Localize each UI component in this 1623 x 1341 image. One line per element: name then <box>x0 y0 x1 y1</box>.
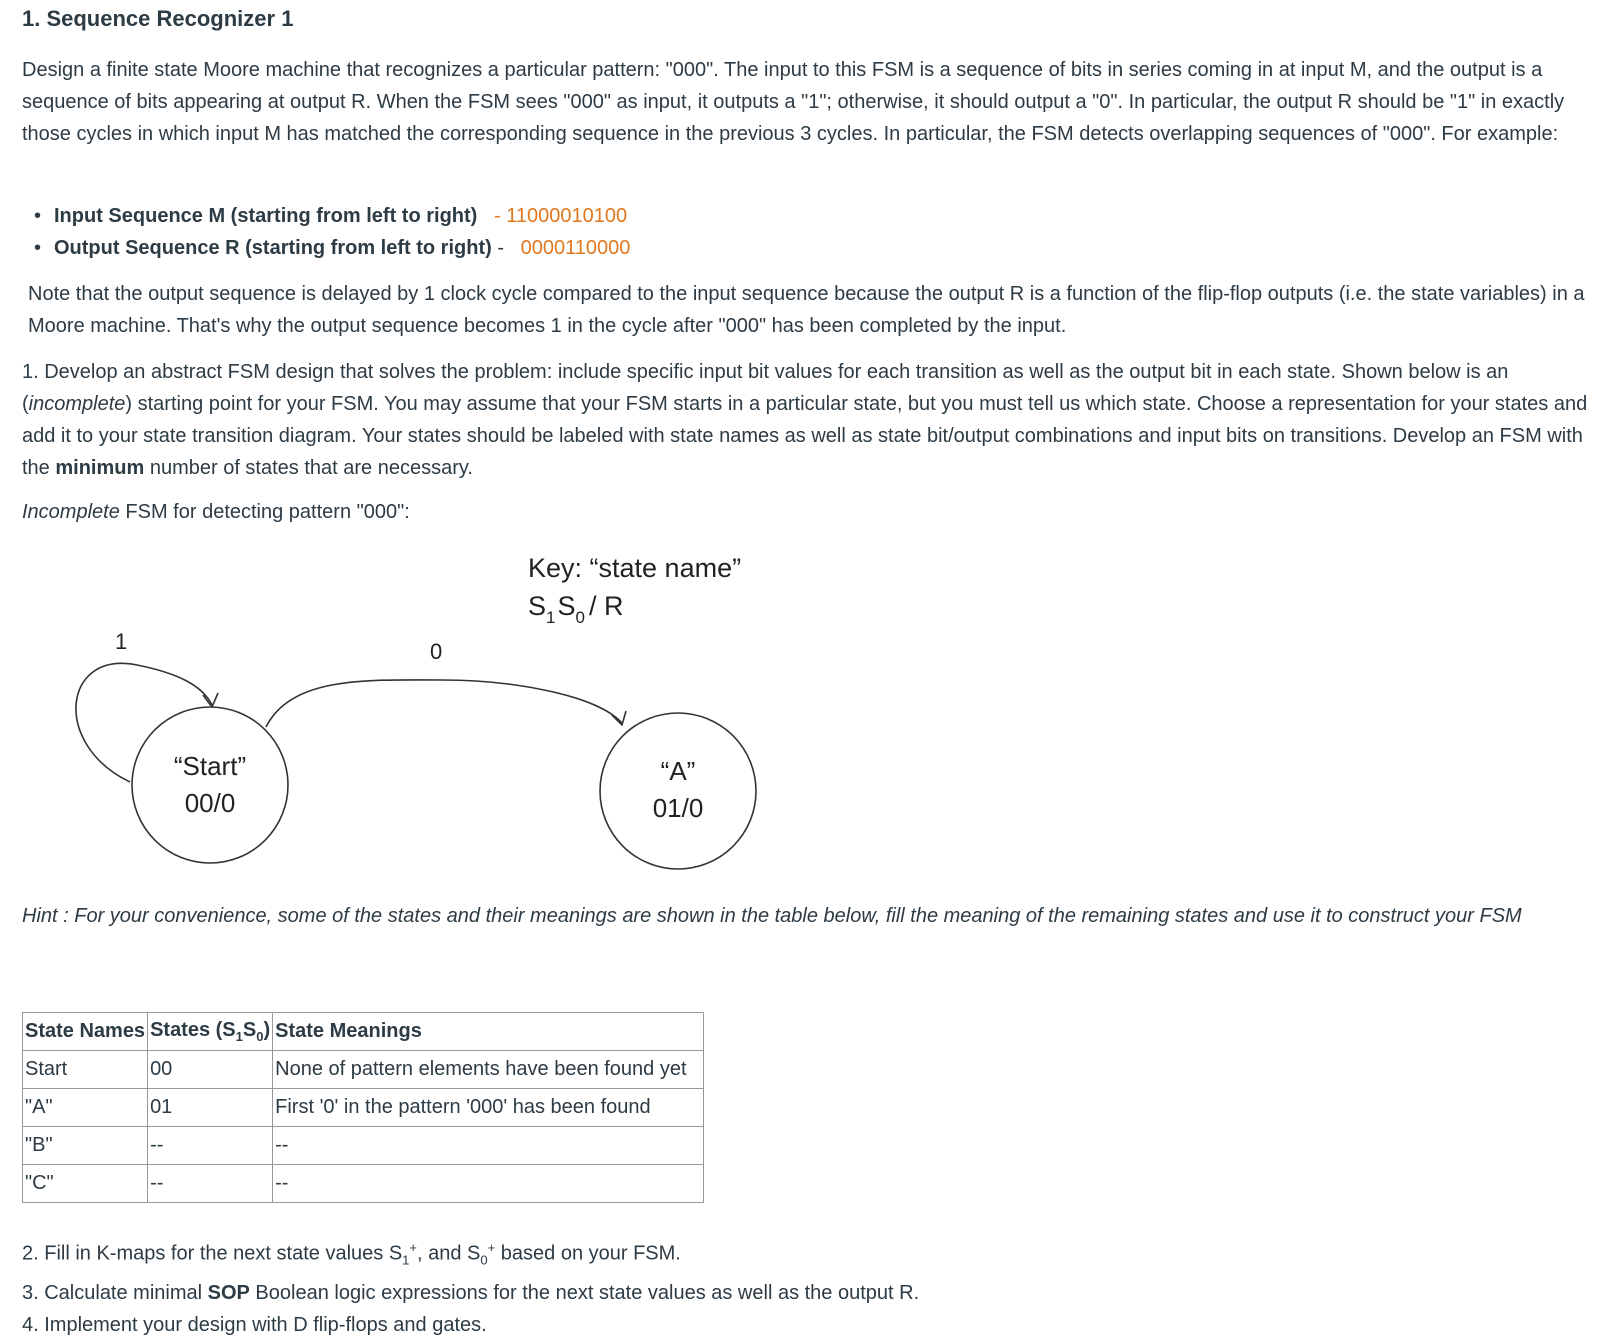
state-bits-cell: 01 <box>148 1089 273 1127</box>
header-state-meanings: State Meanings <box>273 1013 704 1051</box>
state-name-cell: "A" <box>23 1089 148 1127</box>
self-loop-label: 1 <box>115 629 128 654</box>
problem-title: 1. Sequence Recognizer 1 <box>22 6 294 31</box>
start-state-code: 00/0 <box>184 788 236 818</box>
state-meaning-cell: First '0' in the pattern '000' has been found <box>273 1089 704 1127</box>
start-to-a-arrow <box>266 680 622 727</box>
a-state-code: 01/0 <box>652 793 704 823</box>
step-4: 4. Implement your design with D flip-flops and gates. <box>22 1313 487 1336</box>
transition-label: 0 <box>430 639 443 664</box>
fsm-diagram-svg <box>42 555 802 895</box>
output-sequence-label: Output Sequence R (starting from left to right) - 0000110000 <box>54 237 631 259</box>
start-to-a-arrowhead <box>612 711 626 725</box>
state-table-header-row <box>23 1013 704 1051</box>
table-row <box>23 1089 704 1127</box>
a-state-circle <box>600 713 756 869</box>
step-2: 2. Fill in K-maps for the next state values $S_1^+$, and $S_0^+$ based on your FSM. <box>22 1240 681 1268</box>
state-meaning-cell: None of pattern elements have been found yet <box>273 1051 704 1089</box>
remaining-steps <box>22 1232 919 1341</box>
start-state-circle <box>132 707 288 863</box>
input-sequence-label: Input Sequence M (starting from left to right) - 11000010100 <box>54 205 628 227</box>
state-name-cell: "B" <box>23 1127 148 1165</box>
fsm-caption: Incomplete FSM for detecting pattern "000": <box>22 501 410 523</box>
example-list <box>34 200 631 264</box>
state-name-cell: "C" <box>23 1165 148 1203</box>
input-sequence-item <box>34 200 628 232</box>
start-state-name: “Start” <box>173 751 247 781</box>
a-state-name: “A” <box>660 756 696 786</box>
table-row <box>23 1051 704 1089</box>
state-bits-cell: -- <box>148 1127 273 1165</box>
output-sequence-sep: - <box>497 237 510 259</box>
output-sequence-value: 0000110000 <box>520 237 631 259</box>
key-format: $S_1S_0$ / R <box>528 591 624 627</box>
header-states: States $(S_1S_0)$ <box>148 1013 273 1051</box>
state-bits-cell: -- <box>148 1165 273 1203</box>
state-bits-cell: 00 <box>148 1051 273 1089</box>
table-row <box>23 1165 704 1203</box>
key-title: Key: “state name” <box>528 555 742 583</box>
task1-paragraph: 1. Develop an abstract FSM design that solves the problem: include specific input bit values for each transition as well as the output bit in each state. Shown below is an (incomplete) starting point for your FSM. You may assume that your FSM starts in a particular state, but you must tell us which state. Choose a representation for your states and add it to your state transition diagram. Your states should be labeled with state names as well as state bit/output combinations and input bits on transitions. Develop an FSM with the minimum number of states that are necessary. <box>22 361 1588 479</box>
state-meaning-cell: -- <box>273 1127 704 1165</box>
step-3: 3. Calculate minimal SOP Boolean logic expressions for the next state values as well as the output R. <box>22 1281 920 1304</box>
fsm-diagram <box>42 555 802 895</box>
table-row <box>23 1127 704 1165</box>
state-meaning-cell: -- <box>273 1165 704 1203</box>
header-state-names: State Names <box>23 1013 148 1051</box>
state-name-cell: Start <box>23 1051 148 1089</box>
note-paragraph: Note that the output sequence is delayed by 1 clock cycle compared to the input sequence because the output R is a function of the flip-flop outputs (i.e. the state variables) in a Moore machine. That's why the output sequence becomes 1 in the cycle after "000" has been completed by the input. <box>28 283 1585 337</box>
state-table <box>22 1012 704 1203</box>
output-sequence-item <box>34 232 631 264</box>
hint-paragraph: Hint : For your convenience, some of the states and their meanings are shown in the table below, fill the meaning of the remaining states and use it to construct your FSM <box>22 905 1522 927</box>
intro-paragraph: Design a finite state Moore machine that recognizes a particular pattern: "000". The input to this FSM is a sequence of bits in series coming in at input M, and the output is a sequence of bits appearing at output R. When the FSM sees "000" as input, it outputs a "1"; otherwise, it should output a "0". In particular, the output R should be "1" in exactly those cycles in which input M has matched the corresponding sequence in the previous 3 cycles. In particular, the FSM detects overlapping sequences of "000". For example: <box>22 59 1565 145</box>
input-sequence-sep: - <box>494 205 507 227</box>
input-sequence-value: 11000010100 <box>506 205 628 227</box>
